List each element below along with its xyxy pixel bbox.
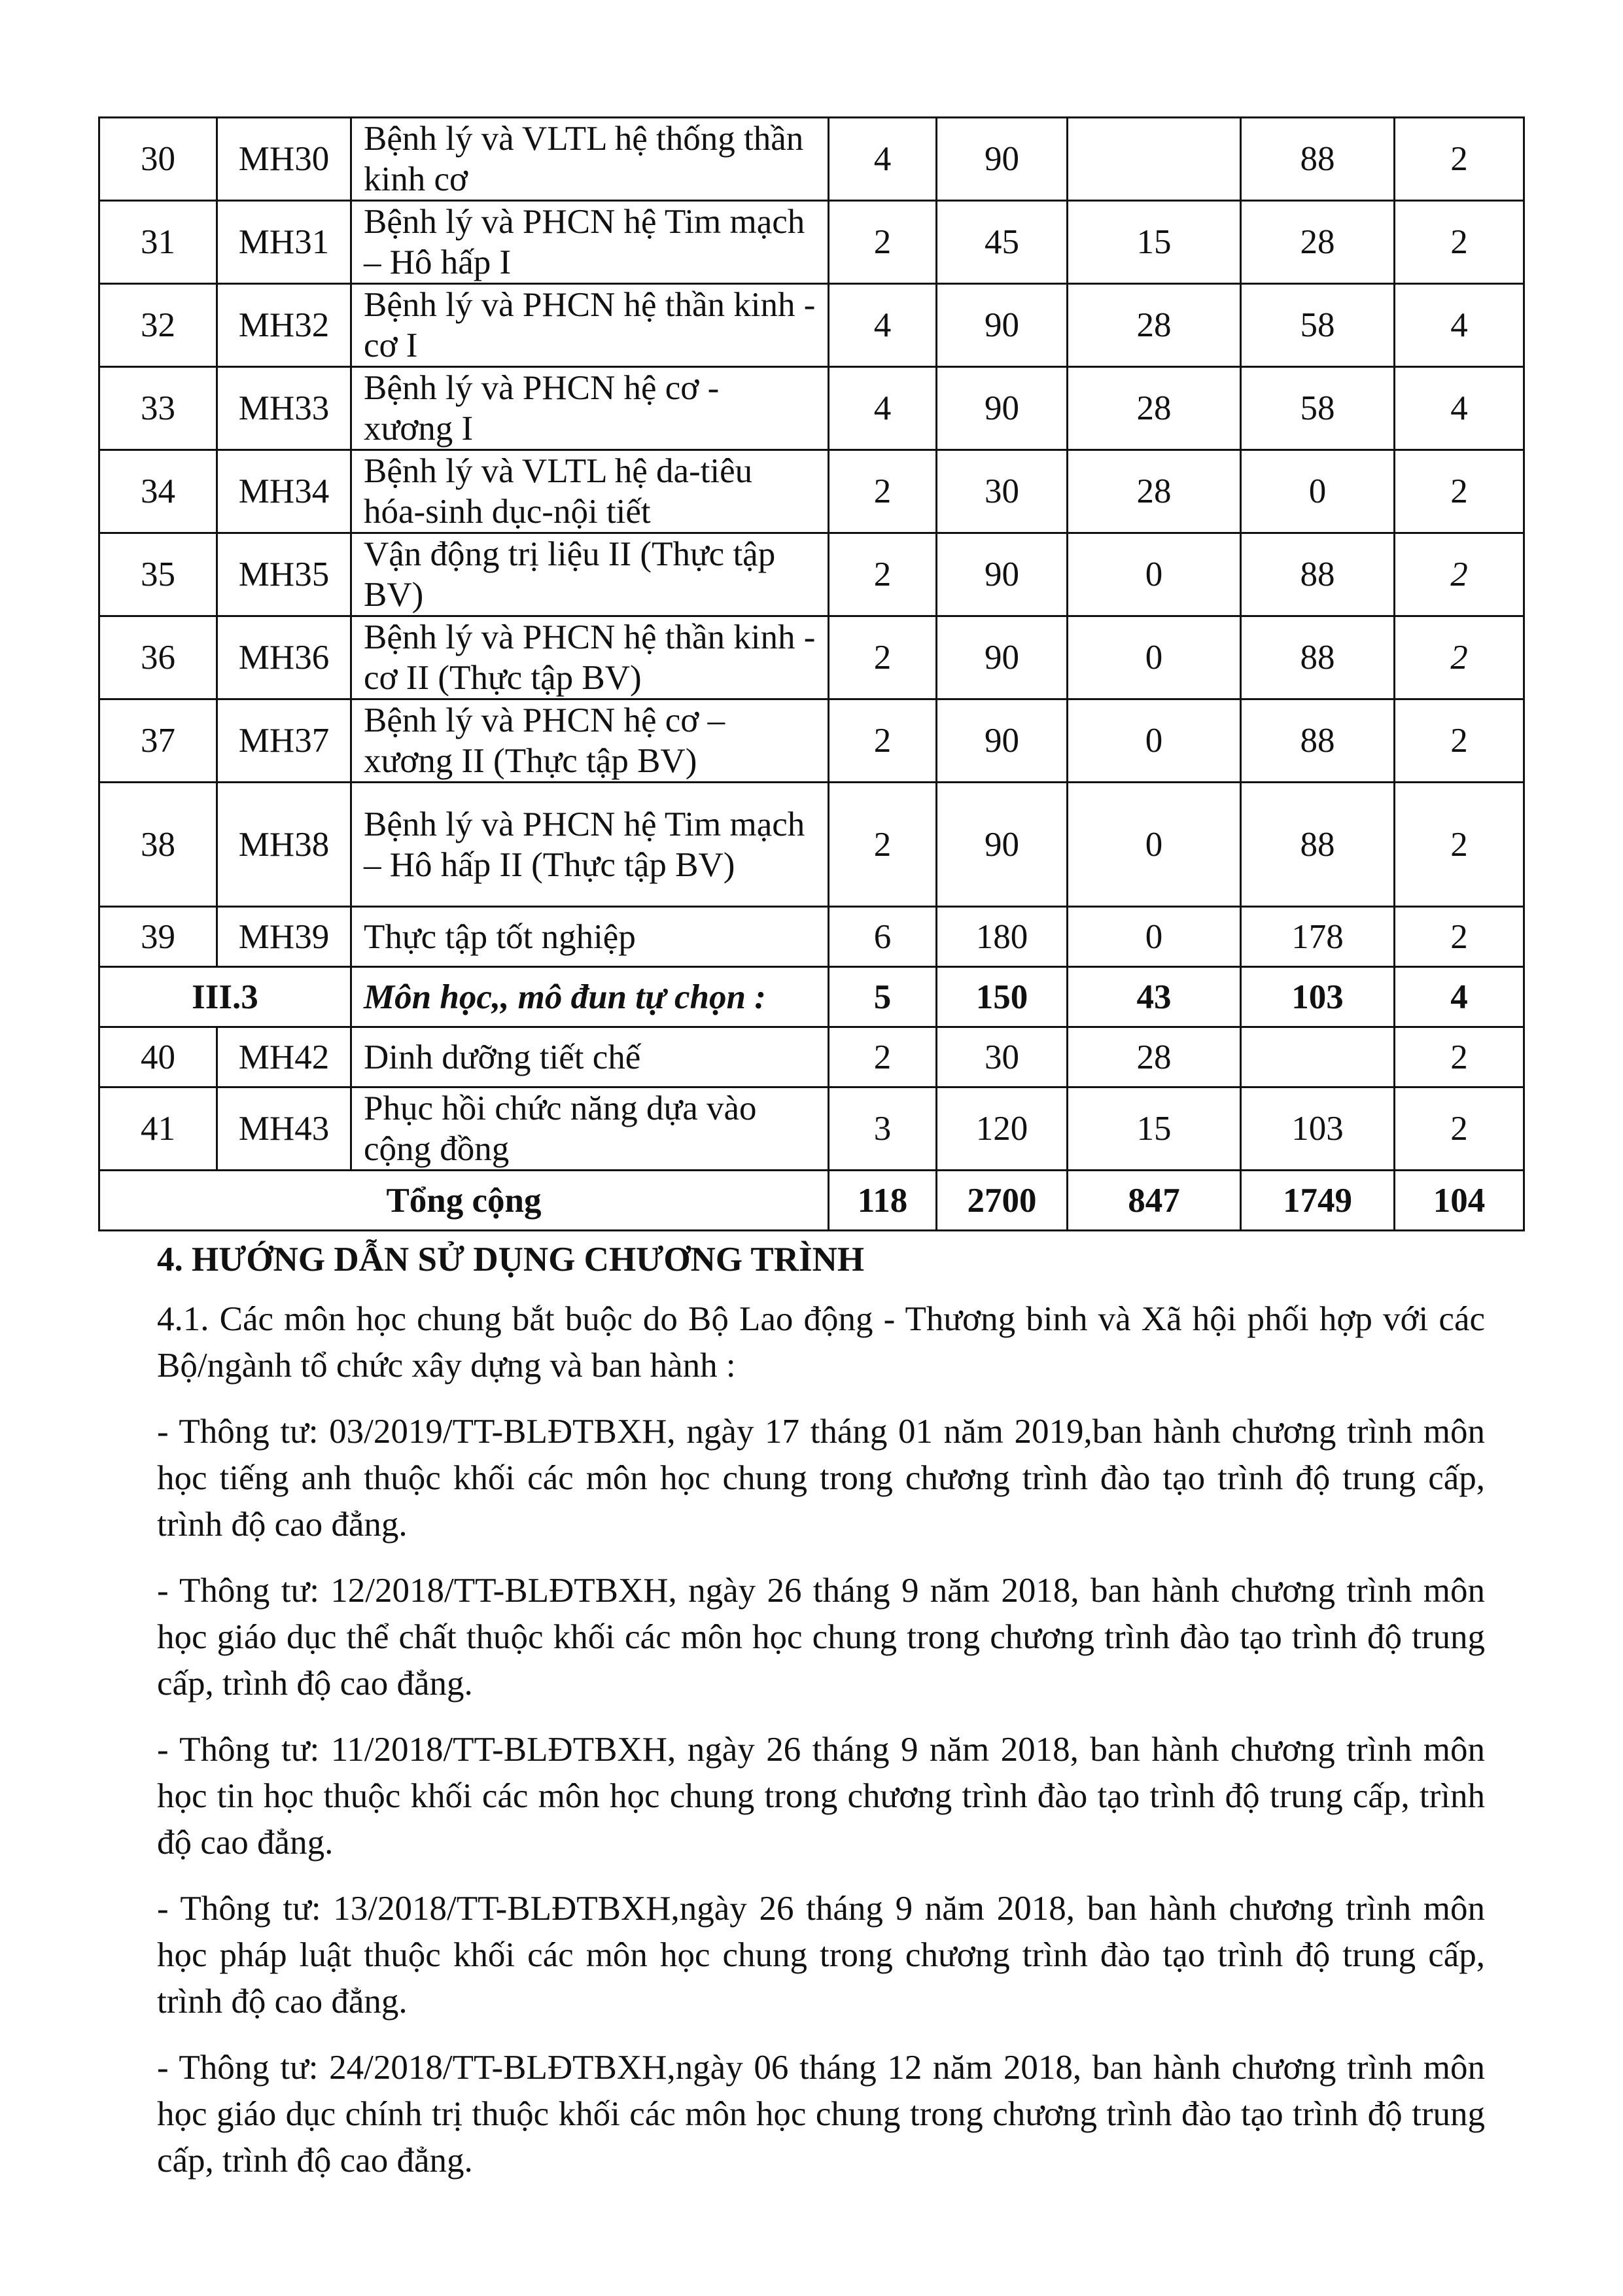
total-hours-cell: 90 bbox=[937, 533, 1068, 616]
circular-item: - Thông tư: 03/2019/TT-BLĐTBXH, ngày 17 tháng 01 năm 2019,ban hành chương trình môn học tiếng anh thuộc khối các môn học chung trong chương trình đào tạo trình độ trung cấp, trình độ cao đẳng. bbox=[157, 1413, 1485, 1544]
theory-hours-cell: 847 bbox=[1068, 1171, 1241, 1231]
practice-hours-cell: 58 bbox=[1241, 284, 1395, 367]
subject-name: Thực tập tốt nghiệp bbox=[351, 907, 829, 967]
practice-hours-cell: 178 bbox=[1241, 907, 1395, 967]
practice-hours-cell: 88 bbox=[1241, 118, 1395, 201]
exam-hours-cell: 4 bbox=[1395, 284, 1524, 367]
subject-name: Phục hồi chức năng dựa vào cộng đồng bbox=[351, 1087, 829, 1171]
subject-code: MH36 bbox=[217, 616, 351, 699]
row-number: 41 bbox=[99, 1087, 217, 1171]
total-hours-cell: 90 bbox=[937, 616, 1068, 699]
exam-hours-cell: 4 bbox=[1395, 367, 1524, 450]
subject-code: MH34 bbox=[217, 450, 351, 533]
table-row bbox=[99, 201, 1524, 284]
subject-code: MH31 bbox=[217, 201, 351, 284]
credits-cell: 2 bbox=[829, 783, 937, 907]
subject-name: Vận động trị liệu II (Thực tập BV) bbox=[351, 533, 829, 616]
theory-hours-cell: 0 bbox=[1068, 783, 1241, 907]
exam-hours-cell: 2 bbox=[1395, 699, 1524, 783]
total-hours-cell: 90 bbox=[937, 118, 1068, 201]
table-row bbox=[99, 783, 1524, 907]
exam-hours-cell: 2 bbox=[1395, 533, 1524, 616]
table-row bbox=[99, 616, 1524, 699]
theory-hours-cell: 0 bbox=[1068, 616, 1241, 699]
exam-hours-cell: 2 bbox=[1395, 616, 1524, 699]
row-number: 40 bbox=[99, 1027, 217, 1087]
exam-hours-cell: 2 bbox=[1395, 450, 1524, 533]
total-hours-cell: 2700 bbox=[937, 1171, 1068, 1231]
total-hours-cell: 120 bbox=[937, 1087, 1068, 1171]
total-hours-cell: 90 bbox=[937, 284, 1068, 367]
subject-name: Bệnh lý và PHCN hệ cơ - xương I bbox=[351, 367, 829, 450]
exam-hours-cell: 2 bbox=[1395, 118, 1524, 201]
total-row bbox=[99, 1171, 1524, 1231]
theory-hours-cell: 0 bbox=[1068, 907, 1241, 967]
table-row bbox=[99, 450, 1524, 533]
total-hours-cell: 90 bbox=[937, 699, 1068, 783]
row-number: 39 bbox=[99, 907, 217, 967]
total-hours-cell: 90 bbox=[937, 367, 1068, 450]
total-hours-cell: 30 bbox=[937, 450, 1068, 533]
credits-cell: 118 bbox=[829, 1171, 937, 1231]
table-row bbox=[99, 907, 1524, 967]
theory-hours-cell: 28 bbox=[1068, 450, 1241, 533]
practice-hours-cell: 28 bbox=[1241, 201, 1395, 284]
curriculum-table bbox=[98, 116, 1525, 1231]
theory-hours-cell: 28 bbox=[1068, 367, 1241, 450]
theory-hours-cell: 28 bbox=[1068, 284, 1241, 367]
practice-hours-cell: 1749 bbox=[1241, 1171, 1395, 1231]
table-row bbox=[99, 1087, 1524, 1171]
total-label: Tổng cộng bbox=[99, 1171, 829, 1231]
credits-cell: 4 bbox=[829, 367, 937, 450]
table-row bbox=[99, 1027, 1524, 1087]
subject-code: MH43 bbox=[217, 1087, 351, 1171]
circular-item: - Thông tư: 13/2018/TT-BLĐTBXH,ngày 26 tháng 9 năm 2018, ban hành chương trình môn học pháp luật thuộc khối các môn học chung trong chương trình đào tạo trình độ trung cấp, trình độ cao đẳng. bbox=[157, 1890, 1485, 2021]
subject-name: Bệnh lý và PHCN hệ Tim mạch – Hô hấp I bbox=[351, 201, 829, 284]
subject-code: MH32 bbox=[217, 284, 351, 367]
total-hours-cell: 45 bbox=[937, 201, 1068, 284]
row-number: 34 bbox=[99, 450, 217, 533]
practice-hours-cell: 103 bbox=[1241, 1087, 1395, 1171]
subject-name: Bệnh lý và VLTL hệ thống thần kinh cơ bbox=[351, 118, 829, 201]
credits-cell: 2 bbox=[829, 533, 937, 616]
circular-item: - Thông tư: 11/2018/TT-BLĐTBXH, ngày 26 tháng 9 năm 2018, ban hành chương trình môn học tin học thuộc khối các môn học chung trong chương trình đào tạo trình độ trung cấp, trình độ cao đẳng. bbox=[157, 1731, 1485, 1862]
credits-cell: 6 bbox=[829, 907, 937, 967]
credits-cell: 2 bbox=[829, 616, 937, 699]
credits-cell: 4 bbox=[829, 284, 937, 367]
theory-hours-cell: 43 bbox=[1068, 967, 1241, 1027]
practice-hours-cell: 58 bbox=[1241, 367, 1395, 450]
credits-cell: 2 bbox=[829, 450, 937, 533]
practice-hours-cell bbox=[1241, 1027, 1395, 1087]
subject-name: Bệnh lý và PHCN hệ cơ – xương II (Thực tập BV) bbox=[351, 699, 829, 783]
exam-hours-cell: 104 bbox=[1395, 1171, 1524, 1231]
credits-cell: 2 bbox=[829, 1027, 937, 1087]
circular-item: - Thông tư: 12/2018/TT-BLĐTBXH, ngày 26 tháng 9 năm 2018, ban hành chương trình môn học giáo dục thể chất thuộc khối các môn học chung trong chương trình đào tạo trình độ trung cấp, trình độ cao đẳng. bbox=[157, 1572, 1485, 1703]
credits-cell: 2 bbox=[829, 201, 937, 284]
practice-hours-cell: 0 bbox=[1241, 450, 1395, 533]
credits-cell: 5 bbox=[829, 967, 937, 1027]
credits-cell: 4 bbox=[829, 118, 937, 201]
subject-name: Bệnh lý và PHCN hệ thần kinh - cơ II (Thực tập BV) bbox=[351, 616, 829, 699]
exam-hours-cell: 2 bbox=[1395, 201, 1524, 284]
theory-hours-cell: 15 bbox=[1068, 201, 1241, 284]
practice-hours-cell: 88 bbox=[1241, 533, 1395, 616]
theory-hours-cell: 0 bbox=[1068, 533, 1241, 616]
total-hours-cell: 90 bbox=[937, 783, 1068, 907]
table-row bbox=[99, 284, 1524, 367]
table-row bbox=[99, 533, 1524, 616]
total-hours-cell: 30 bbox=[937, 1027, 1068, 1087]
exam-hours-cell: 2 bbox=[1395, 907, 1524, 967]
subject-name: Bệnh lý và PHCN hệ thần kinh - cơ I bbox=[351, 284, 829, 367]
row-number: 33 bbox=[99, 367, 217, 450]
theory-hours-cell: 28 bbox=[1068, 1027, 1241, 1087]
subject-code: MH30 bbox=[217, 118, 351, 201]
exam-hours-cell: 2 bbox=[1395, 1087, 1524, 1171]
row-number: 37 bbox=[99, 699, 217, 783]
subject-code: MH33 bbox=[217, 367, 351, 450]
table-row bbox=[99, 367, 1524, 450]
subject-name: Bệnh lý và VLTL hệ da-tiêu hóa-sinh dục-nội tiết bbox=[351, 450, 829, 533]
group-row bbox=[99, 967, 1524, 1027]
subject-code: MH39 bbox=[217, 907, 351, 967]
row-number: 38 bbox=[99, 783, 217, 907]
table-row bbox=[99, 118, 1524, 201]
group-name: Môn học,, mô đun tự chọn : bbox=[351, 967, 829, 1027]
theory-hours-cell: 0 bbox=[1068, 699, 1241, 783]
practice-hours-cell: 88 bbox=[1241, 616, 1395, 699]
row-number: 30 bbox=[99, 118, 217, 201]
credits-cell: 2 bbox=[829, 699, 937, 783]
row-number: 32 bbox=[99, 284, 217, 367]
practice-hours-cell: 88 bbox=[1241, 783, 1395, 907]
theory-hours-cell: 15 bbox=[1068, 1087, 1241, 1171]
total-hours-cell: 180 bbox=[937, 907, 1068, 967]
exam-hours-cell: 2 bbox=[1395, 1027, 1524, 1087]
practice-hours-cell: 88 bbox=[1241, 699, 1395, 783]
circular-item: - Thông tư: 24/2018/TT-BLĐTBXH,ngày 06 tháng 12 năm 2018, ban hành chương trình môn học giáo dục chính trị thuộc khối các môn học chung trong chương trình đào tạo trình độ trung cấp, trình độ cao đẳng. bbox=[157, 2049, 1485, 2180]
theory-hours-cell bbox=[1068, 118, 1241, 201]
table-row bbox=[99, 699, 1524, 783]
subject-code: MH42 bbox=[217, 1027, 351, 1087]
intro-paragraph: 4.1. Các môn học chung bắt buộc do Bộ Lao động - Thương binh và Xã hội phối hợp với các Bộ/ngành tổ chức xây dựng và ban hành : bbox=[157, 1300, 1485, 1385]
subject-name: Bệnh lý và PHCN hệ Tim mạch – Hô hấp II (Thực tập BV) bbox=[351, 783, 829, 907]
subject-name: Dinh dưỡng tiết chế bbox=[351, 1027, 829, 1087]
row-number: 31 bbox=[99, 201, 217, 284]
exam-hours-cell: 4 bbox=[1395, 967, 1524, 1027]
subject-code: MH38 bbox=[217, 783, 351, 907]
row-number: 36 bbox=[99, 616, 217, 699]
usage-guide-section bbox=[157, 1237, 1485, 2184]
practice-hours-cell: 103 bbox=[1241, 967, 1395, 1027]
section-heading: 4. HƯỚNG DẪN SỬ DỤNG CHƯƠNG TRÌNH bbox=[157, 1241, 865, 1279]
group-label: III.3 bbox=[99, 967, 351, 1027]
total-hours-cell: 150 bbox=[937, 967, 1068, 1027]
credits-cell: 3 bbox=[829, 1087, 937, 1171]
subject-code: MH37 bbox=[217, 699, 351, 783]
subject-code: MH35 bbox=[217, 533, 351, 616]
row-number: 35 bbox=[99, 533, 217, 616]
exam-hours-cell: 2 bbox=[1395, 783, 1524, 907]
